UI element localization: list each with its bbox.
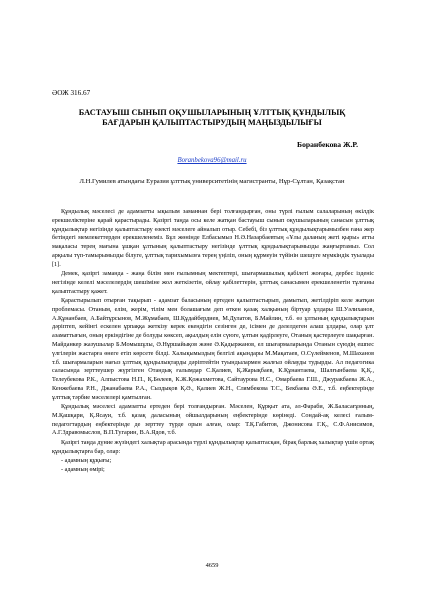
body-paragraph: Демек, қазіргі заманда - жаңа білім мен ғылымның мектептері, шығармашылық қабілеті жоғары, дербес ізденіс негізінде келелі мәселелердің шешіміне жол жеткізетін, ойлау қабілеттерін, ұлттық санасымен ерекшеленетін тұлғаны қалыптастыру қажет. <box>52 270 374 295</box>
udc-code: ӘОЖ 316.67 <box>52 89 91 97</box>
list-item: - адамның құқығы; <box>61 456 112 464</box>
list-item: - адамның өмірі; <box>61 465 105 473</box>
paper-title: БАСТАУЫШ СЫНЫП ОҚУШЫЛАРЫНЫҢ ҰЛТТЫҚ ҚҰНДЫЛЫҚ БАҒДАРЫН ҚАЛЫПТАСТЫРУДЫҢ МАҢЫЗДЫЛЫҒЫ <box>78 108 346 127</box>
body-paragraph: Қазіргі таңда дүние жүзіндегі халықтар арасында түрлі құндылықтар қалыптасқан, бірақ барлық халықтар үшін ортақ құндылықтарға бар, олар: <box>52 438 374 455</box>
body-paragraph: Құндылық мәселесі адамзатты ертеден бері толғандырған. Мәселен, Құрқыт ата, әл-Фараби, Ж.Баласағұнның, М.Қашқари, Қ.Ясауи, т.б. қазақ даласының ойшылдарының еңбектерінде көрінеді. Сондай-ақ келесі ғалым-педагогтардың еңбектерінде де зерттеу түрде орын алған, олар: Т.Қ.Габитов, Джонисова Г.Қ., С.Ф.Анисимов, А.Г.Здравомыслов, В.П.Тугарин, В.А.Ядов, т.б. <box>52 403 374 437</box>
author-name: Боранбекова Ж.Р. <box>297 140 358 149</box>
author-email-link[interactable]: Boranbekova96@mail.ru <box>177 157 247 164</box>
body-paragraph: Қарастырылып отырған тақырып - адамзат баласының ертеден қалыптастырып, дамытып, жетілдіріп келе жатқан проблемасы. Отаным, елім, жерім, тілім мен болашағым деп өткен қазақ халқының біртуар ұлдары Ш.Уәлиханов, А.Құнанбаев, А.Байтұрсынов, М.Жұмабаев, Ш.Құдайбердиев, М.Дулатов, Б.Майлин, т.б. өз ұлтының құндылықтарын дәріптеп, кейінгі ескелен ұрпаққа жеткізу керек екендігін сезінген де, ісімен де дәлелдеген алаш ұлдары, олар ұлт азаматтығын, оның еркіндігіне де болуды көксеп, ақылдың елін сүюге, ұлтын қадірлеуге, Отаның қастерлеуге шақырған. Майданкер жазушылар Б.Момышұлы, Ә.Нұршайықов және Ә.Қадыржанов, ел шығармаларында Отанын сүюдің ешпес үлгілерін жастарға өнеге етіп көрсете білді. Халықымыздың белгілі ақындары М.Мақатаев, О.Сүлейменов, М.Шаханов т.б. шығармаларын нағыз ұлттық құндылықтарды дәріптейтін туындылармен жалғыз ойлауды тудырды. Ал педагогика саласында зерттеушер жүргізген Отандық ғалымдар С.Қалиев, Қ.Жарықбаев, К.Құнантаева, Шалғынбаева Қ.Қ., Телеубекова Р.К., Алпыстова Н.П., Қ.Бөлеев, К.Ж.Қожахметова, Сайтаурова Н.С., Омарбаева Г.Ш., Джуракбаева Ж.А., Кенжебаева Р.Н., Джанабаева Р.А., Сыздықов Қ.Ә., Қалиев Ж.Н., Слямбекова Т.С., Бекбаева Ә.Е., т.б. еңбектерінде ұлттық тәрбие мәселелері қамтылған. <box>52 296 374 401</box>
body-paragraph: Құндылық мәселесі де адамзатты ықылым заманнан бері толғандырған, оны түрлі ғылым салаларының өкілдік ерекшеліктеріне қарай қарастырады. Қазіргі таңда осы келе жатқан бастауыш сынып оқушыларының санасын ұлттық құндылықтар негізінде қалыптастыру өзекті мәселеге айналып отыр. Себебі, біз ұлттық құндылықтарымызбен ғана жер бетіндегі мемлекеттерден ерекшеленеміз. Бұл жөнінде Елбасымыз Н.Ә.Назарбаевтың «Ұлы даланың жеті қыры» атты мақаласы терең мағына ұшқан ұлтының қалыптастыру негізінде ұлттық құндылықтарымызды жаңғыртамыз. Сол арқылы түп-тамырымызды білуге, ұлттық тарихымызға терең үңіліп, оның құрмеуін түйінін шешуге мүмкіндік туылады [1]. <box>52 208 374 268</box>
page-number: 4659 <box>205 562 219 569</box>
article-body <box>52 208 374 474</box>
author-affiliation: Л.Н.Гумилев атындағы Еуразия ұлттық университетінің магистранты, Нұр-Сұлтан, Қазақстан <box>79 178 345 185</box>
